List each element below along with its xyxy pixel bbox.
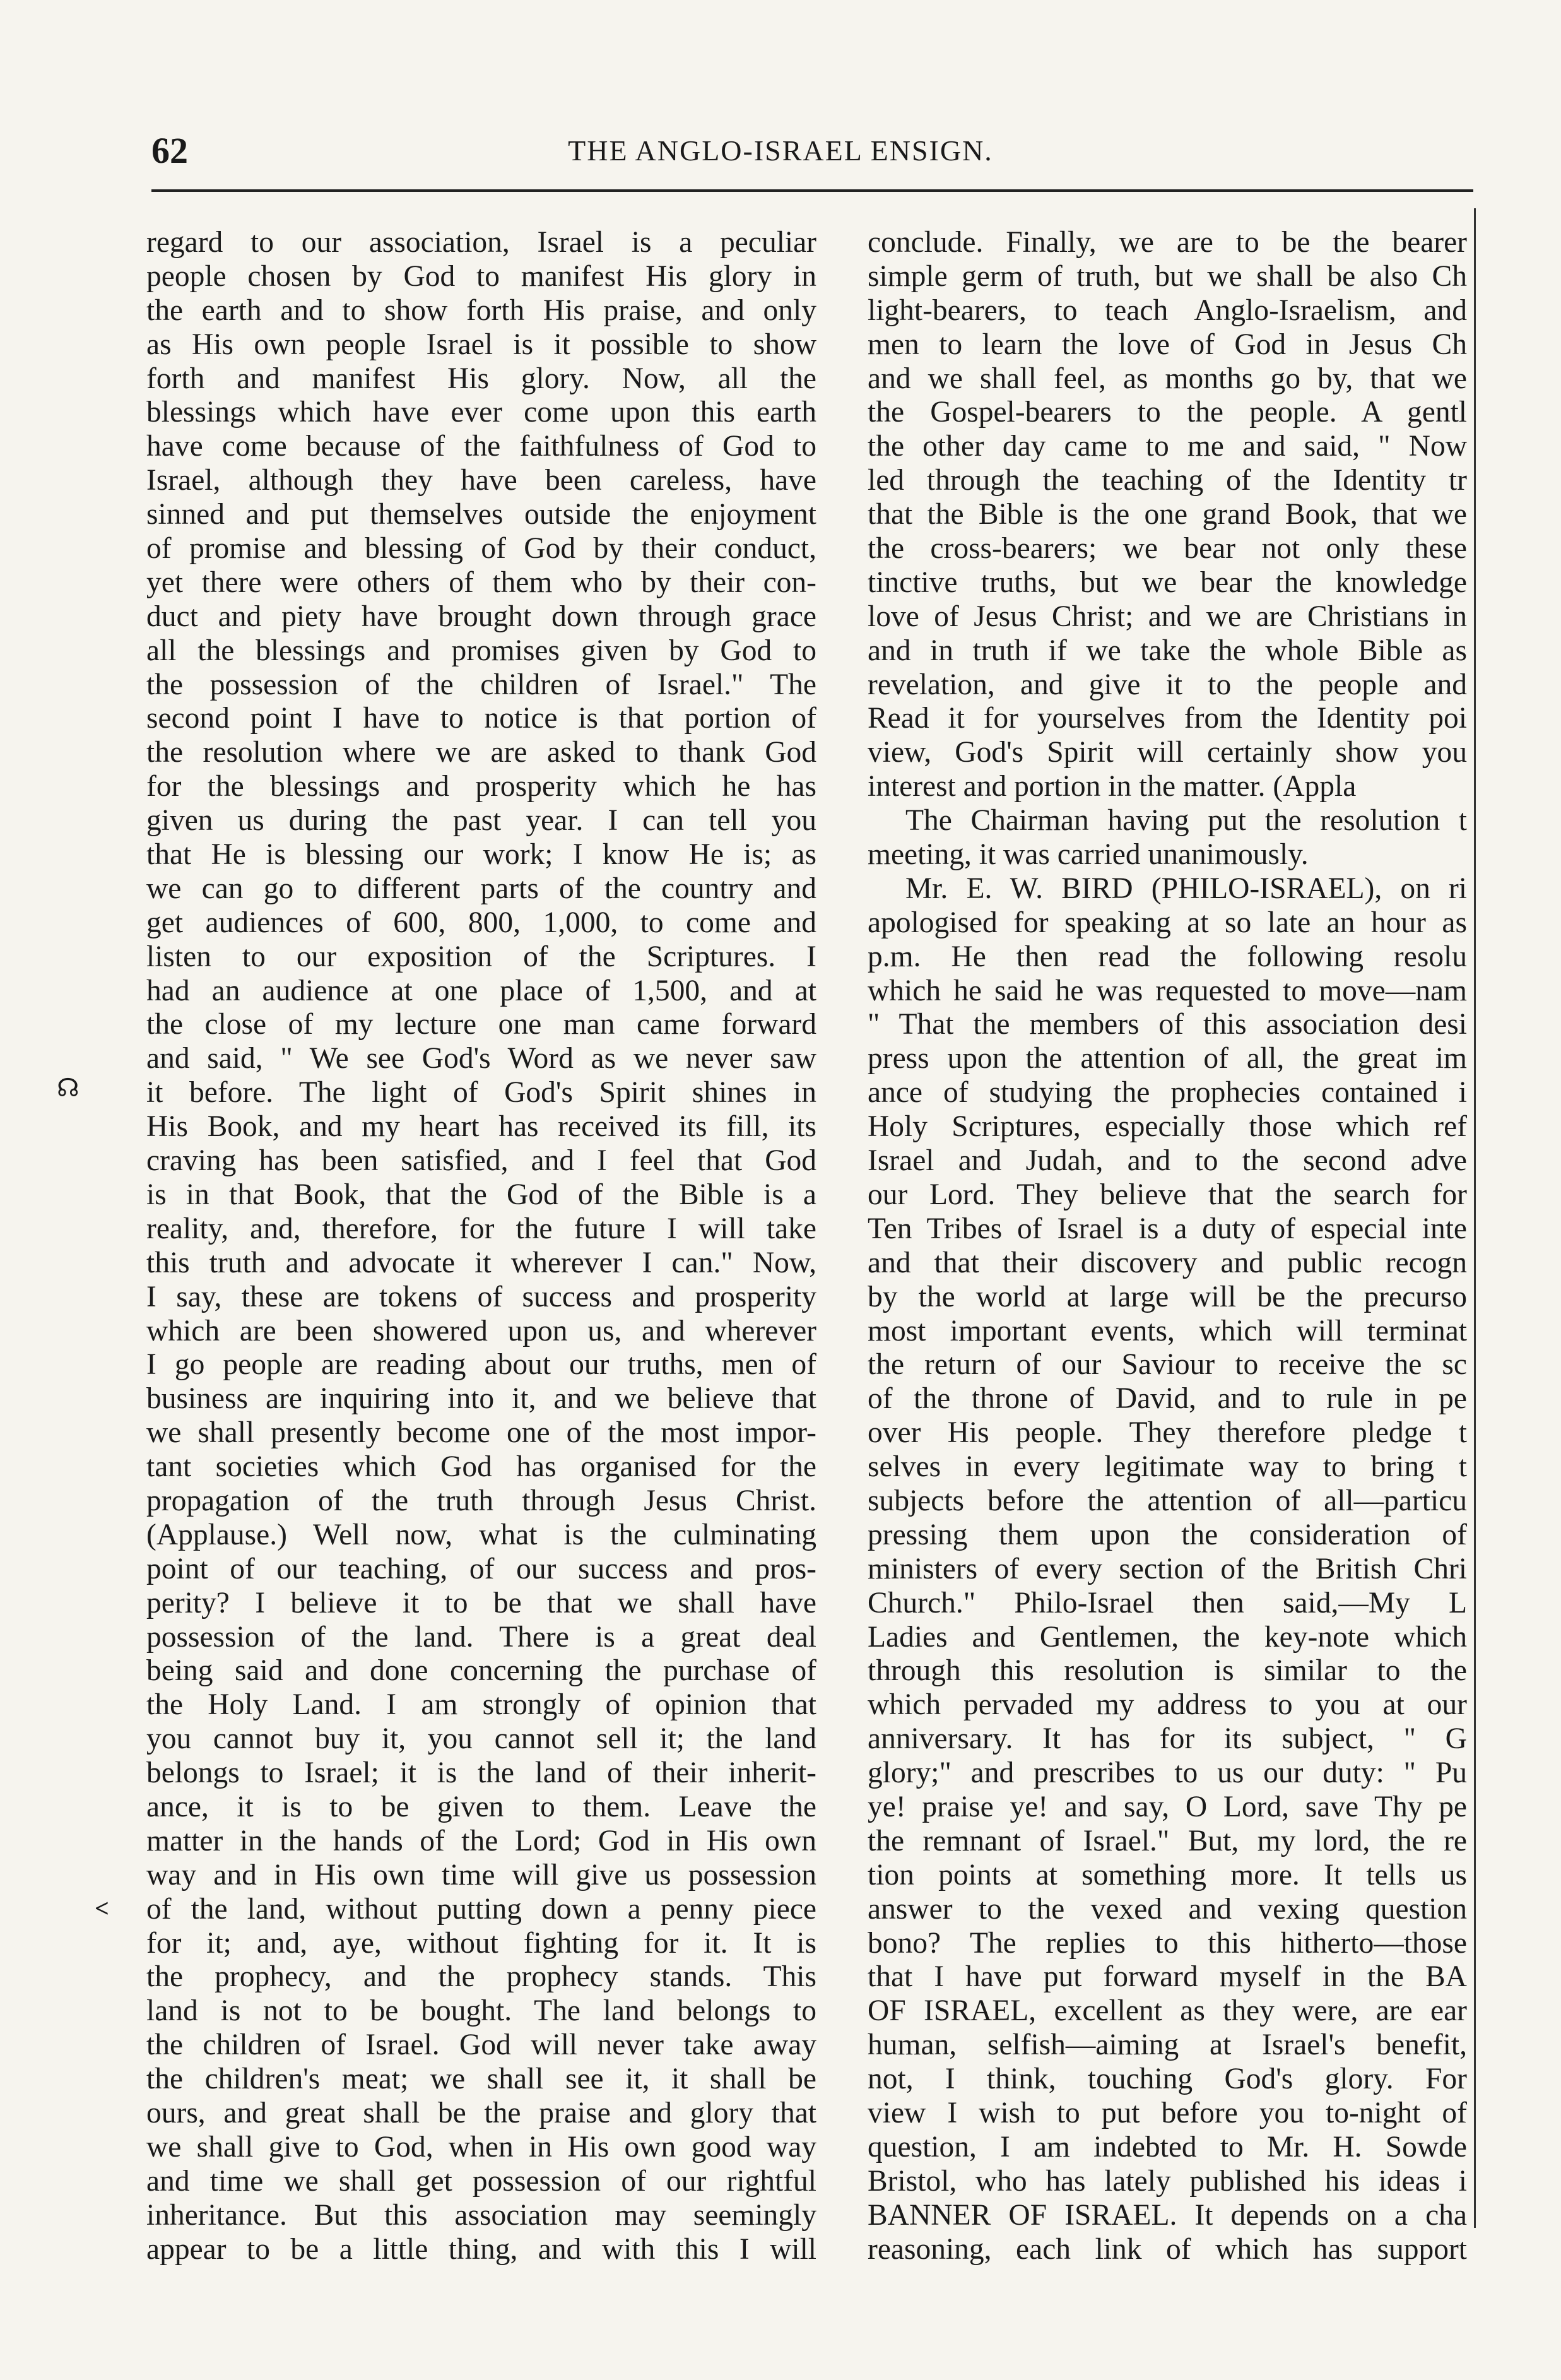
text-line: the prophecy, and the prophecy stands. This [146, 1960, 816, 1994]
text-line: view, God's Spirit will certainly show you [868, 736, 1467, 769]
text-line: that He is blessing our work; I know He is; as [146, 838, 816, 872]
text-line: people chosen by God to manifest His glory in [146, 259, 816, 293]
text-line: which he said he was requested to move—nam [868, 974, 1467, 1007]
text-line: we shall presently become one of the most impor- [146, 1416, 816, 1450]
text-line: propagation of the truth through Jesus Christ. [146, 1484, 816, 1517]
text-line: reasoning, each link of which has support [868, 2232, 1467, 2266]
text-line: reality, and, therefore, for the future I will take [146, 1212, 816, 1245]
text-line: the earth and to show forth His praise, and only [146, 293, 816, 327]
text-line: by the world at large will be the precurso [868, 1280, 1467, 1313]
text-line: the close of my lecture one man came forward [146, 1008, 816, 1041]
page-edge-rule [1474, 208, 1476, 2228]
text-line: craving has been satisfied, and I feel that God [146, 1144, 816, 1178]
text-line: the possession of the children of Israel." The [146, 668, 816, 701]
text-line: blessings which have ever come upon this earth [146, 396, 816, 429]
text-line: matter in the hands of the Lord; God in His own [146, 1824, 816, 1857]
text-line: and in truth if we take the whole Bible as [868, 634, 1467, 667]
text-line: sinned and put themselves outside the enjoyment [146, 498, 816, 531]
text-line: you cannot buy it, you cannot sell it; the land [146, 1722, 816, 1756]
text-line: and that their discovery and public recogn [868, 1246, 1467, 1279]
text-line: being said and done concerning the purchase of [146, 1654, 816, 1688]
text-line: the Gospel-bearers to the people. A gentl [868, 396, 1467, 429]
text-line: the cross-bearers; we bear not only these [868, 532, 1467, 565]
text-line: light-bearers, to teach Anglo-Israelism, and [868, 293, 1467, 327]
text-line: subjects before the attention of all—particu [868, 1484, 1467, 1517]
left-column [146, 226, 816, 2347]
text-line: ye! praise ye! and say, O Lord, save Thy pe [868, 1790, 1467, 1823]
text-line: for the blessings and prosperity which he has [146, 770, 816, 803]
text-line: ministers of every section of the British Chri [868, 1552, 1467, 1585]
text-line: duct and piety have brought down through grace [146, 600, 816, 633]
text-line: bono? The replies to this hitherto—those [868, 1926, 1467, 1960]
text-line: of the land, without putting down a penny piece [146, 1892, 816, 1926]
text-line: point of our teaching, of our success and pros- [146, 1552, 816, 1585]
text-line: perity? I believe it to be that we shall have [146, 1586, 816, 1619]
right-column [868, 226, 1467, 2347]
text-line: and time we shall get possession of our rightful [146, 2164, 816, 2198]
text-line: yet there were others of them who by their con- [146, 565, 816, 599]
text-line: Ladies and Gentlemen, the key-note which [868, 1620, 1467, 1654]
text-line: anniversary. It has for its subject, " G [868, 1722, 1467, 1756]
text-line: tinctive truths, but we bear the knowledge [868, 565, 1467, 599]
text-line: appear to be a little thing, and with this I will [146, 2232, 816, 2266]
text-line: interest and portion in the matter. (Appla [868, 770, 1357, 803]
text-line: it before. The light of God's Spirit shines in [146, 1076, 816, 1110]
text-line: had an audience at one place of 1,500, and at [146, 974, 816, 1007]
text-line: led through the teaching of the Identity tr [868, 464, 1467, 497]
text-line: business are inquiring into it, and we believe that [146, 1382, 816, 1416]
text-line: His Book, and my heart has received its fill, its [146, 1110, 816, 1144]
text-line: the children's meat; we shall see it, it shall be [146, 2063, 816, 2096]
text-line: tion points at something more. It tells us [868, 1858, 1467, 1892]
text-line: this truth and advocate it wherever I can." Now, [146, 1246, 816, 1279]
text-line: second point I have to notice is that portion of [146, 702, 816, 735]
text-line: human, selfish—aiming at Israel's benefit, [868, 2028, 1467, 2062]
text-line: regard to our association, Israel is a peculiar [146, 226, 816, 259]
text-line: not, I think, touching God's glory. For [868, 2063, 1467, 2096]
text-line: question, I am indebted to Mr. H. Sowde [868, 2130, 1467, 2164]
text-line: p.m. He then read the following resolu [868, 940, 1467, 973]
text-line: (Applause.) Well now, what is the culminating [146, 1518, 816, 1551]
text-line: meeting, it was carried unanimously. [868, 838, 1309, 872]
page-number: 62 [151, 130, 188, 171]
text-line: possession of the land. There is a great deal [146, 1620, 816, 1654]
text-line: Church." Philo-Israel then said,—My L [868, 1586, 1467, 1619]
text-line: glory;" and prescribes to us our duty: " Pu [868, 1756, 1467, 1790]
text-line: have come because of the faithfulness of God to [146, 430, 816, 463]
text-line: Read it for yourselves from the Identity poi [868, 702, 1467, 735]
text-line: tant societies which God has organised for the [146, 1450, 816, 1484]
text-line: men to learn the love of God in Jesus Ch [868, 328, 1467, 361]
text-line: view I wish to put before you to-night of [868, 2096, 1467, 2129]
text-line: the children of Israel. God will never take away [146, 2028, 816, 2062]
text-line: Israel, although they have been careless, have [146, 464, 816, 497]
text-line: Ten Tribes of Israel is a duty of especial inte [868, 1212, 1467, 1245]
text-line: press upon the attention of all, the great im [868, 1042, 1467, 1075]
text-line: answer to the vexed and vexing question [868, 1892, 1467, 1926]
text-line: that I have put forward myself in the BA [868, 1960, 1467, 1994]
text-line: for it; and, aye, without fighting for it. It is [146, 1926, 816, 1960]
text-line: ance of studying the prophecies contained i [868, 1076, 1467, 1110]
text-line: which pervaded my address to you at our [868, 1688, 1467, 1722]
text-line: the Holy Land. I am strongly of opinion that [146, 1688, 816, 1722]
text-line: the return of our Saviour to receive the sc [868, 1348, 1467, 1382]
text-line: way and in His own time will give us possession [146, 1858, 816, 1892]
text-line: belongs to Israel; it is the land of their inherit- [146, 1756, 816, 1790]
text-line: that the Bible is the one grand Book, that we [868, 498, 1467, 531]
text-line: Mr. E. W. BIRD (PHILO-ISRAEL), on ri [905, 872, 1467, 905]
margin-mark-arrow: < [95, 1894, 109, 1922]
text-line: we can go to different parts of the country and [146, 872, 816, 905]
text-line: all the blessings and promises given by God to [146, 634, 816, 667]
text-line: given us during the past year. I can tell you [146, 804, 816, 838]
text-line: selves in every legitimate way to bring t [868, 1450, 1467, 1484]
text-line: and we shall feel, as months go by, that we [868, 362, 1467, 395]
text-line: I go people are reading about our truths, men of [146, 1348, 816, 1382]
text-line: Holy Scriptures, especially those which ref [868, 1110, 1467, 1144]
text-line: our Lord. They believe that the search for [868, 1178, 1467, 1211]
text-line: The Chairman having put the resolution t [905, 804, 1467, 838]
text-line: forth and manifest His glory. Now, all the [146, 362, 816, 395]
text-line: apologised for speaking at so late an hour as [868, 906, 1467, 939]
text-line: most important events, which will terminat [868, 1314, 1467, 1347]
text-line: through this resolution is similar to the [868, 1654, 1467, 1688]
text-line: the remnant of Israel." But, my lord, the re [868, 1824, 1467, 1857]
text-line: is in that Book, that the God of the Bible is a [146, 1178, 816, 1211]
text-line: which are been showered upon us, and wherever [146, 1314, 816, 1347]
text-line: the resolution where we are asked to thank God [146, 736, 816, 769]
text-line: inheritance. But this association may seemingly [146, 2198, 816, 2232]
text-line: get audiences of 600, 800, 1,000, to come and [146, 906, 816, 939]
text-line: I say, these are tokens of success and prosperity [146, 1280, 816, 1313]
text-line: listen to our exposition of the Scriptures. I [146, 940, 816, 973]
text-line: Bristol, who has lately published his ideas i [868, 2164, 1467, 2198]
text-line: ance, it is to be given to them. Leave the [146, 1790, 816, 1823]
text-line: conclude. Finally, we are to be the bearer [868, 226, 1467, 259]
text-line: pressing them upon the consideration of [868, 1518, 1467, 1551]
text-line: simple germ of truth, but we shall be also Ch [868, 259, 1467, 293]
text-line: " That the members of this association desi [868, 1008, 1467, 1041]
text-line: the other day came to me and said, " Now [868, 430, 1467, 463]
text-line: BANNER OF ISRAEL. It depends on a cha [868, 2198, 1467, 2232]
running-title: THE ANGLO-ISRAEL ENSIGN. [568, 134, 993, 167]
margin-mark-top: ☊ [57, 1074, 80, 1102]
text-line: of promise and blessing of God by their conduct, [146, 532, 816, 565]
text-line: as His own people Israel is it possible to show [146, 328, 816, 361]
text-line: ours, and great shall be the praise and glory that [146, 2096, 816, 2129]
text-line: Israel and Judah, and to the second adve [868, 1144, 1467, 1178]
text-line: we shall give to God, when in His own good way [146, 2130, 816, 2164]
text-line: OF ISRAEL, excellent as they were, are ear [868, 1994, 1467, 2028]
text-line: love of Jesus Christ; and we are Christians in [868, 600, 1467, 633]
header-rule [151, 189, 1473, 192]
text-line: of the throne of David, and to rule in pe [868, 1382, 1467, 1416]
text-line: land is not to be bought. The land belongs to [146, 1994, 816, 2028]
text-line: revelation, and give it to the people and [868, 668, 1467, 701]
text-line: over His people. They therefore pledge t [868, 1416, 1467, 1450]
text-line: and said, " We see God's Word as we never saw [146, 1042, 816, 1075]
